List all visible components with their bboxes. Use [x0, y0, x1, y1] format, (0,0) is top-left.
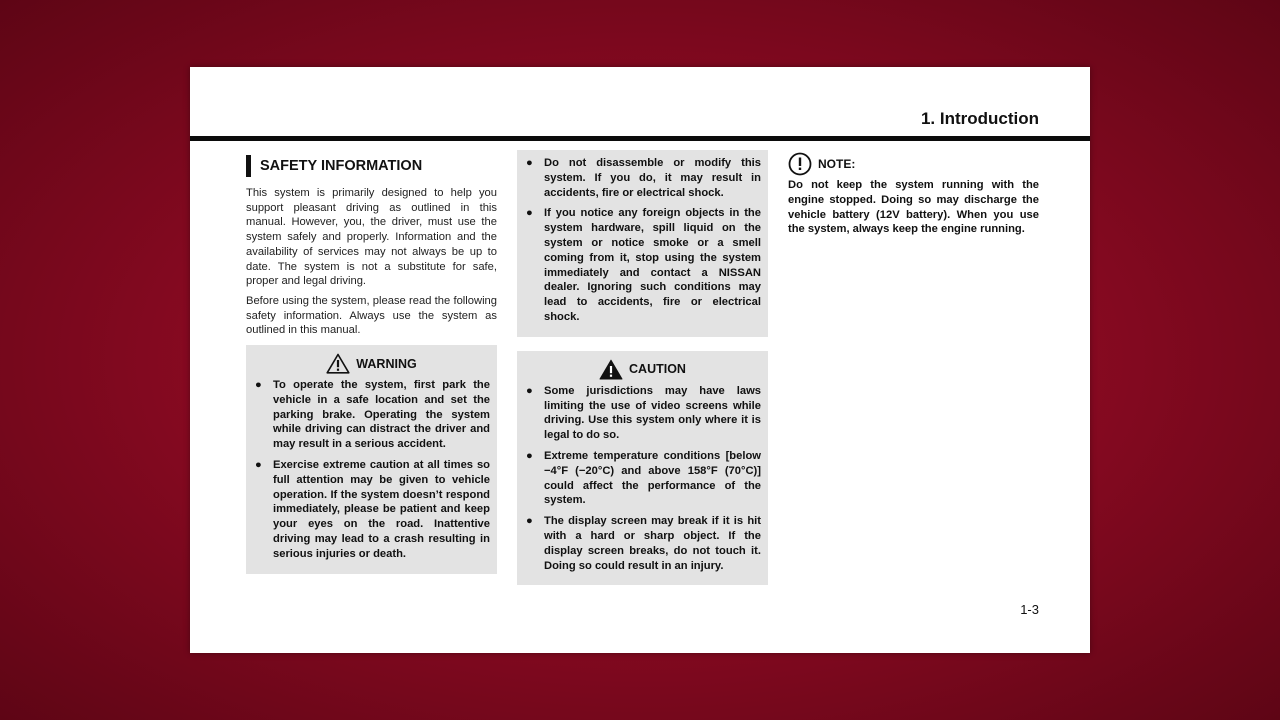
body-paragraph: Before using the system, please read the following safety information. Always use the system as outlined in this manual.: [246, 294, 497, 337]
section-marker-bar: [246, 155, 251, 177]
column-middle: [517, 150, 768, 585]
list-item-text: Exercise extreme caution at all times so full attention may be given to vehicle operation. If the system doesn’t respond immediately, please be patient and keep your eyes on the road. Inattentive driving may lead to a crash resulting in serious injuries or death.: [273, 459, 490, 560]
bullet-icon: ●: [526, 384, 533, 397]
list-item: [524, 384, 761, 443]
list-item: [253, 458, 490, 562]
note-header: [788, 152, 1039, 176]
caution-box: [517, 351, 768, 586]
list-item-text: If you notice any foreign objects in the system hardware, spill liquid on the system or notice smoke or a smell coming from it, stop using the system immediately and contact a NISSAN dealer. Ignoring such conditions may lead to accidents, fire or electrical shock.: [544, 207, 761, 323]
warning-triangle-icon: [326, 353, 350, 374]
continued-warning-box: [517, 150, 768, 337]
caution-triangle-icon: [599, 359, 623, 380]
header-rule: [190, 136, 1090, 141]
list-item-text: Do not disassemble or modify this system. If you do, it may result in accidents, fire or electrical shock.: [544, 157, 761, 199]
chapter-title: 1. Introduction: [920, 109, 1039, 128]
bullet-icon: ●: [255, 379, 262, 392]
continued-warning-list: [524, 156, 761, 325]
note-label: NOTE:: [818, 157, 856, 171]
bullet-icon: ●: [526, 207, 533, 220]
bullet-icon: ●: [255, 459, 262, 472]
list-item-text: Extreme temperature conditions [below −4°F (−20°C) and above 158°F (70°C)] could affect the performance of the system.: [544, 449, 761, 507]
body-paragraph: This system is primarily designed to help you support pleasant driving as outlined in this manual. However, you, the driver, must use the system safely and properly. Information and the availability of services may not always be up to date. The system is not a substitute for safe, proper and legal driving.: [246, 187, 497, 288]
column-right: [788, 152, 1039, 237]
list-item: [524, 206, 761, 324]
bullet-icon: ●: [526, 515, 533, 528]
exclamation-circle-icon: [788, 152, 812, 176]
manual-page: [190, 67, 1090, 653]
caution-label: CAUTION: [629, 362, 686, 377]
list-item: [524, 156, 761, 200]
bullet-icon: ●: [526, 449, 533, 462]
section-heading: [246, 155, 497, 177]
caution-header: [524, 359, 761, 380]
list-item-text: To operate the system, first park the vehicle in a safe location and set the parking brake. Operating the system while driving can distract the driver and may result in a serious accident.: [273, 379, 490, 451]
page-number: 1-3: [1020, 602, 1039, 617]
list-item: [524, 449, 761, 508]
bullet-icon: ●: [526, 157, 533, 169]
warning-header: [253, 353, 490, 374]
column-left: [246, 155, 497, 574]
list-item-text: Some jurisdictions may have laws limiting the use of video screens while driving. Use this system only where it is legal to do so.: [544, 384, 761, 442]
warning-box: [246, 345, 497, 574]
caution-list: [524, 384, 761, 574]
note-text: Do not keep the system running with the engine stopped. Doing so may discharge the vehicle battery (12V battery). When you use the system, always keep the engine running.: [788, 179, 1039, 236]
list-item: [253, 378, 490, 452]
warning-list: [253, 378, 490, 562]
list-item: [524, 514, 761, 573]
list-item-text: The display screen may break if it is hit with a hard or sharp object. If the display screen breaks, do not touch it. Doing so could result in an injury.: [544, 515, 761, 572]
warning-label: WARNING: [356, 356, 417, 371]
section-title: SAFETY INFORMATION: [260, 158, 423, 174]
